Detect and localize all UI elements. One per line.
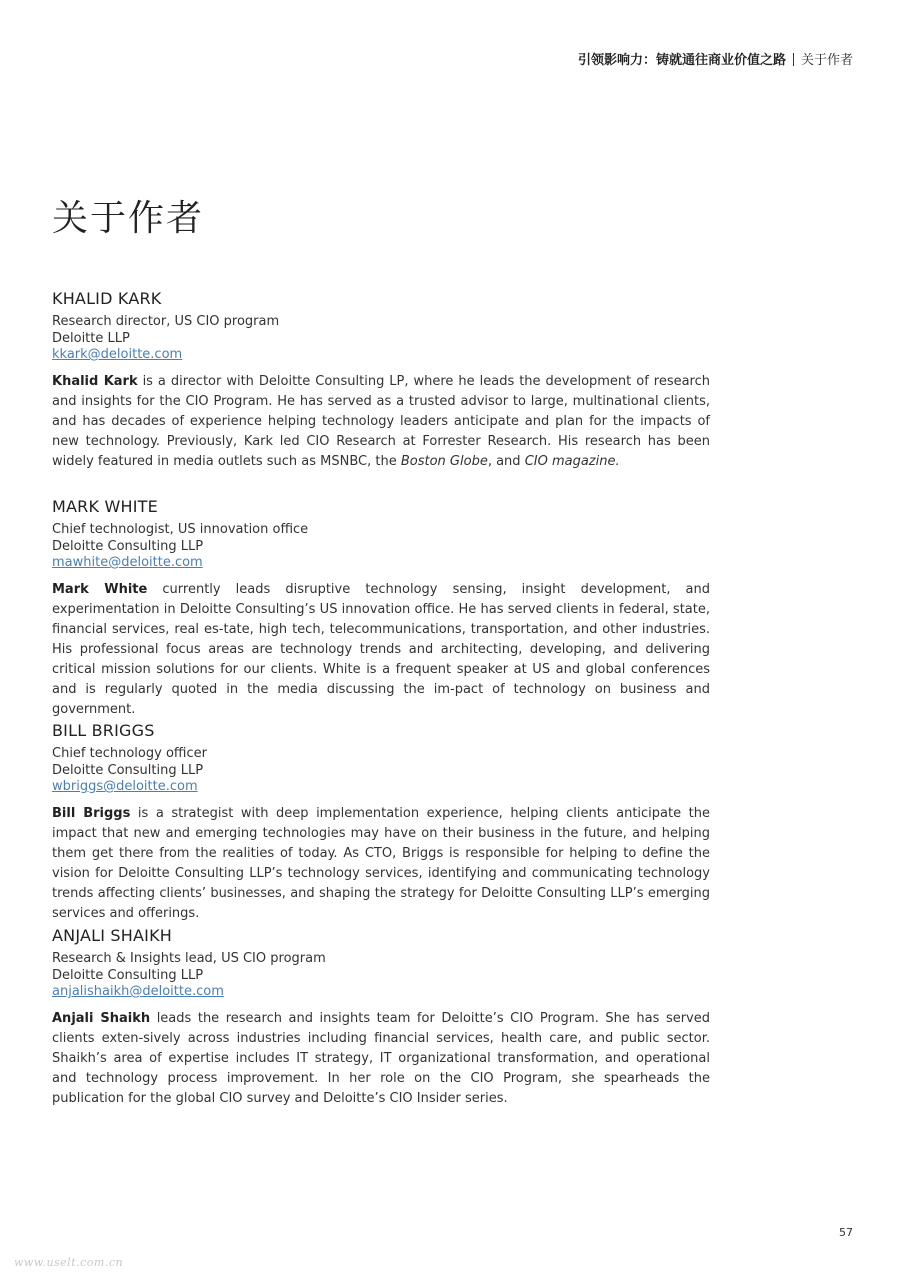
author-email-link[interactable]: kkark@deloitte.com (52, 347, 183, 362)
author-title: Chief technologist, US innovation office (52, 522, 309, 537)
author-bio (52, 372, 710, 472)
bio-text: is a director with Deloitte Consulting LP, where he leads the development of research and insights for the CIO Program. He has served as a trusted advisor to large, multinational clients, and has decades of experience helping technology leaders anticipate and plan for the impacts of new technology. Previously, Kark led CIO Research at Forrester Research. His research has been widely featured in media outlets such as MSNBC, the (52, 373, 710, 469)
author-bill-briggs (52, 721, 710, 924)
bio-text: leads the research and insights team for Deloitte’s CIO Program. She has served clients exten-sively across industries including financial services, health care, and public sector. Shaikh’s area of expertise includes IT strategy, IT organizational transformation, and operational and technology process improvement. In her role on the CIO Program, she spearheads the publication for the global CIO survey and Deloitte’s CIO Insider series. (52, 1010, 710, 1106)
running-header-title: 引领影响力：铸就通往商业价值之路 (577, 53, 786, 68)
author-org: Deloitte Consulting LLP (52, 967, 204, 983)
author-name: KHALID KARK (52, 289, 162, 308)
page-number: 57 (839, 1226, 853, 1239)
author-title: Research director, US CIO program (52, 314, 280, 329)
running-header (578, 49, 853, 68)
bio-text: is a strategist with deep implementation experience, helping clients anticipate the impact that new and emerging technologies may have on their business in the future, and helping them get there from the realities of today. As CTO, Briggs is responsible for helping to define the vision for Deloitte Consulting LLP’s technology services, identifying and communicating technology trends affecting clients’ businesses, and shaping the strategy for Deloitte Consulting LLP’s emerging services and offerings. (52, 805, 710, 921)
running-header-section: 关于作者 (800, 53, 853, 68)
author-mark-white (52, 497, 710, 720)
page-title: 关于作者 (52, 198, 205, 239)
author-khalid-kark (52, 289, 710, 472)
bio-italic-cio-magazine: CIO magazine. (524, 453, 620, 469)
header-divider (793, 53, 794, 66)
author-bio (52, 1009, 710, 1109)
author-anjali-shaikh (52, 926, 710, 1109)
bio-italic-boston-globe: Boston Globe (400, 453, 488, 469)
watermark: www.uselt.com.cn (14, 1256, 124, 1269)
author-bio (52, 580, 710, 720)
author-email-link[interactable]: wbriggs@deloitte.com (52, 779, 198, 794)
bio-text: currently leads disruptive technology sensing, insight development, and experimentation in Deloitte Consulting’s US innovation office. He has served clients in federal, state, financial services, real es-tate, high tech, telecommunications, transportation, and other industries. His professional focus areas are technology trends and architecting, developing, and delivering critical mission solutions for our clients. White is a frequent speaker at US and global conferences and is regularly quoted in the media discussing the im-pact of technology on business and government. (52, 581, 711, 717)
author-title: Chief technology officer (52, 746, 207, 761)
bio-name: Mark White (52, 581, 148, 597)
bio-name: Bill Briggs (52, 805, 131, 821)
author-org: Deloitte Consulting LLP (52, 762, 204, 778)
author-name: BILL BRIGGS (52, 721, 155, 740)
author-org: Deloitte Consulting LLP (52, 538, 204, 554)
author-email-link[interactable]: mawhite@deloitte.com (52, 555, 203, 570)
author-name: MARK WHITE (52, 497, 158, 516)
bio-text: , and (487, 453, 525, 469)
author-name: ANJALI SHAIKH (52, 926, 172, 945)
author-email-link[interactable]: anjalishaikh@deloitte.com (52, 984, 224, 999)
author-org: Deloitte LLP (52, 330, 130, 346)
bio-name: Anjali Shaikh (52, 1010, 151, 1026)
bio-name: Khalid Kark (52, 373, 138, 389)
author-title: Research & Insights lead, US CIO program (52, 951, 326, 966)
author-bio (52, 804, 710, 924)
